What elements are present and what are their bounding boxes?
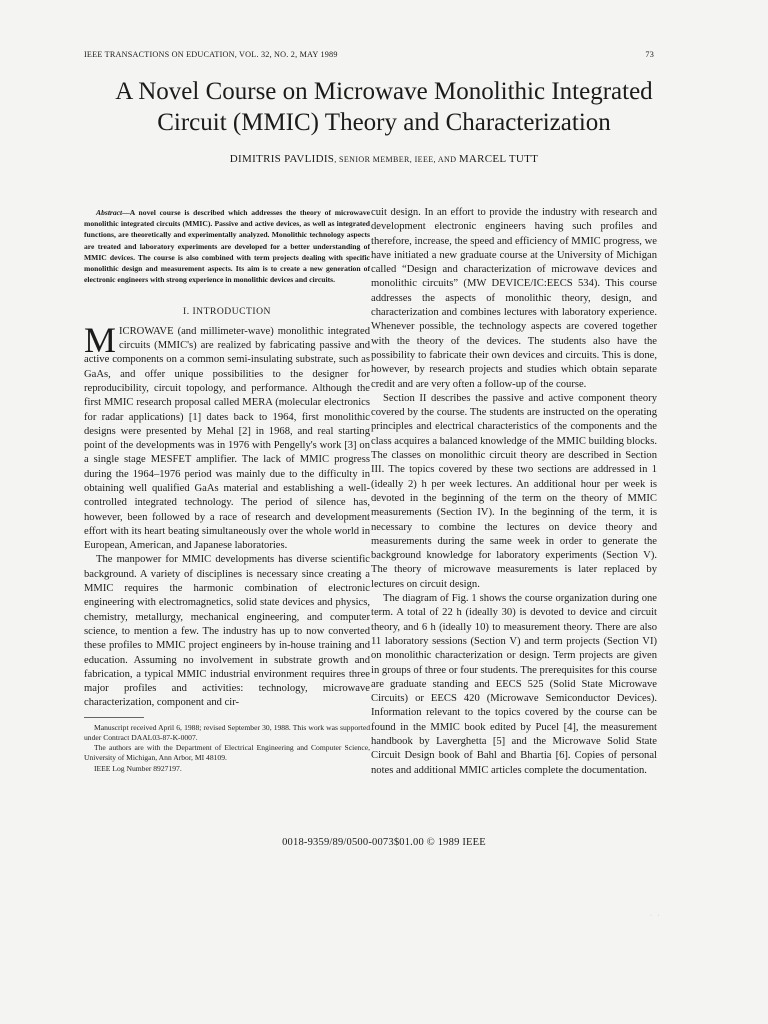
footnote-manuscript: Manuscript received April 6, 1988; revised September 30, 1988. This work was supported under Contract DAAL03-87-K-0007. <box>84 722 370 742</box>
intro-paragraph-1-text: ICROWAVE (and millimeter-wave) monolithic integrated circuits (MMIC's) are realized by fabricating passive and active components on a common semi-insulating substrate, such as GaAs, and offer unique possibilities to the designer for reproducibility, circuit topology, and performance. Although the first MMIC research proposal called MERA (molecular electronics for radar applications) [1] dates back to 1964, first monolithic designs were presented by Mehal [2] in 1968, and real starting point of the developments was in 1976 with Pengelly's work [3] on a single stage MESFET amplifier. The lack of MMIC progress during the 1964–1976 period was mainly due to the difficulty in obtaining well qualified GaAs material and establishing a well-controlled integrated technology. The period of silence has, however, been followed by a race of research and development effort with its heart beating simultaneously over the whole world in European, American, and Japanese laboratories. <box>84 325 370 552</box>
section-heading-introduction: I. INTRODUCTION <box>183 306 271 318</box>
drop-cap: M <box>84 319 117 360</box>
footnote-log-number: IEEE Log Number 8927197. <box>94 763 182 773</box>
author-1: DIMITRIS PAVLIDIS <box>229 153 335 165</box>
title-line-2: Circuit (MMIC) Theory and Characterization <box>157 109 611 136</box>
author-2: MARCEL TUTT <box>458 153 539 165</box>
page-number: 73 <box>645 50 654 59</box>
right-column <box>371 206 657 778</box>
footnote-divider <box>84 717 144 718</box>
body-paragraph-1: cuit design. In an effort to provide the industry with research and development electronic engineers having such profiles and therefore, increase, the speed and efficiency of MMIC progress, we have initiated a new graduate course at the University of Michigan called “Design and characterization of microwave devices and monolithic circuits” (MW DEVICE/IC:EECS 534). This course addresses the aspects of monolithic theory, design, and characterization and combines lectures with laboratory experience. Whenever possible, the technology aspects are covered together with the theory of the devices. The students also have the possibility to fabricate their own devices and circuits. This is done, however, by research projects and studies which obtain separate credit and are very often a follow-up of the course. <box>371 207 657 390</box>
running-header <box>84 50 654 59</box>
paper-title <box>60 76 708 138</box>
intro-paragraph-1 <box>84 319 370 554</box>
body-paragraph-3: The diagram of Fig. 1 shows the course organization during one term. A total of 22 h (ideally 30) is devoted to device and circuit theory, and 6 h (ideally 10) to measurement theory. There are also 11 laboratory sessions (Section V) and term projects (Section VI) on monolithic characterization or design. Term projects are given in groups of three or four students. The prerequisites for this course are graduate standing and EECS 525 (Solid State Microwave Circuits) or EECS 420 (Microwave Semiconductor Devices). Information relevant to the topics covered by the course can be found in the MMIC book edited by Pucel [4], the measurement handbook by Laverghetta [5] and the Microwave Solid State Circuit Design book of Bahl and Bhartia [6]. Copies of personal notes and additional MMIC articles complete the documentation. <box>371 593 657 776</box>
author-line <box>60 153 708 165</box>
author-1-role: , SENIOR MEMBER, IEEE, AND <box>334 155 459 164</box>
title-line-1: A Novel Course on Microwave Monolithic Integrated <box>115 78 653 105</box>
footnotes <box>84 723 370 774</box>
journal-citation: IEEE TRANSACTIONS ON EDUCATION, VOL. 32, NO. 2, MAY 1989 <box>84 50 338 59</box>
abstract-text: —A novel course is described which addresses the theory of microwave monolithic integrated circuits (MMIC). Passive and active devices, as well as integrated functions, are theoretically and experimentally analyzed. Monolithic technology aspects are treated and laboratory experiments are developed for a better understanding of MMIC devices. The course is also combined with term projects dealing with specific monolithic design and measurement aspects. Its aim is to create a new generation of electronic engineers with strong experience in monolithic devices and circuits. <box>84 208 370 285</box>
abstract-label: Abstract <box>96 208 123 217</box>
left-column <box>84 207 370 774</box>
body-paragraph-2: Section II describes the passive and active component theory covered by the course. The students are instructed on the operating principles and electrical characteristics of the components and the class acquires a balanced knowledge of the MMIC building blocks. The classes on monolithic circuit theory are described in Section III. The topics covered by these two sections are addressed in 1 (ideally 2) h per week lectures. An additional hour per week is devoted in the beginning of the term on the theory of MMIC measurements (Section IV). In the beginning of the term, it is necessary to combine the lectures on device theory and measurements during the same week in order to generate the background knowledge for laboratory experiments (Section V). The theory of microwave measurements is later replaced by lectures on circuit design. <box>371 392 657 590</box>
intro-paragraph-2: The manpower for MMIC developments has diverse scientific background. A variety of disciplines is necessary since creating a MMIC requires the harmonic combination of electronic engineering with electromagnetics, solid state devices and physics, chemistry, metallurgy, mechanical engineering, and computer science, to mention a few. The industry has up to now converted these profiles to MMIC project engineers by in-house training and education. Assuming no involvement in substrate growth and fabrication, a typical MMIC industrial environment requires three major profiles and activities: technology, microwave characterization, component and cir- <box>84 554 370 709</box>
abstract <box>84 207 370 285</box>
copyright-line: 0018-9359/89/0500-0073$01.00 © 1989 IEEE <box>282 837 486 848</box>
scan-artifact: · · <box>650 913 662 919</box>
footnote-affiliation: The authors are with the Department of Electrical Engineering and Computer Science, University of Michigan, Ann Arbor, MI 48109. <box>84 743 370 763</box>
